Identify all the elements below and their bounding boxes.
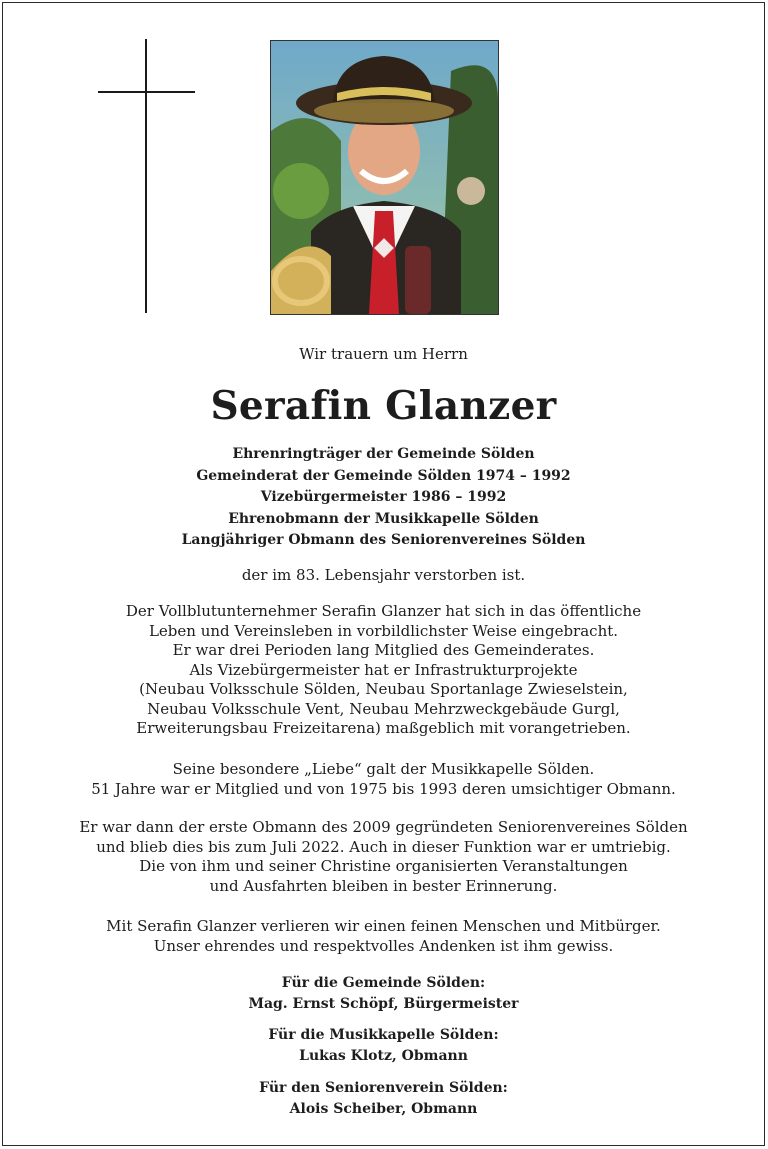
signature-block — [3, 1025, 764, 1066]
text-line: Die von ihm und seiner Christine organisierten Veranstaltungen — [139, 857, 628, 875]
title-line: Ehrenobmann der Musikkapelle Sölden — [228, 510, 539, 527]
signature-org: Für die Gemeinde Sölden: — [281, 975, 486, 991]
text-line: Er war drei Perioden lang Mitglied des Gemeinderates. — [172, 641, 595, 659]
portrait-photo — [270, 40, 499, 315]
tribute-paragraph — [3, 602, 764, 739]
signature-block — [3, 973, 764, 1014]
text-line: und Ausfahrten bleiben in bester Erinnerung. — [209, 876, 558, 895]
signature-person: Lukas Klotz, Obmann — [299, 1047, 468, 1064]
cross-vertical-bar — [145, 39, 147, 313]
text-line: Unser ehrendes und respektvolles Andenken ist ihm gewiss. — [153, 936, 614, 955]
signature-person: Alois Scheiber, Obmann — [289, 1100, 478, 1117]
portrait-illustration — [271, 41, 498, 314]
title-line: Vizebürgermeister 1986 – 1992 — [260, 489, 507, 505]
text-line: (Neubau Volksschule Sölden, Neubau Sportanlage Zwieselstein, — [139, 680, 628, 698]
deceased-name: Serafin Glanzer — [210, 383, 557, 429]
text-line: 51 Jahre war er Mitglied und von 1975 bis 1993 deren umsichtiger Obmann. — [91, 779, 676, 798]
text-line: Seine besondere „Liebe“ galt der Musikkapelle Sölden. — [172, 760, 595, 778]
text-line: Als Vizebürgermeister hat er Infrastrukturprojekte — [189, 660, 578, 679]
cross-horizontal-bar — [98, 91, 195, 93]
text-line: Mit Serafin Glanzer verlieren wir einen feinen Menschen und Mitbürger. — [106, 917, 661, 935]
signature-person: Mag. Ernst Schöpf, Bürgermeister — [248, 995, 519, 1012]
text-line: und blieb dies bis zum Juli 2022. Auch in dieser Funktion war er umtriebig. — [96, 837, 671, 856]
text-line: Er war dann der erste Obmann des 2009 gegründeten Seniorenvereines Sölden — [79, 818, 688, 836]
tribute-paragraph — [3, 818, 764, 896]
tribute-paragraph — [3, 760, 764, 799]
text-line: Neubau Volksschule Vent, Neubau Mehrzweckgebäude Gurgl, — [147, 699, 620, 718]
honorary-titles — [3, 444, 764, 552]
title-line: Langjähriger Obmann des Seniorenvereines Sölden — [181, 532, 586, 548]
text-line: Erweiterungsbau Freizeitarena) maßgeblich mit vorangetrieben. — [136, 719, 631, 737]
signature-block — [3, 1078, 764, 1119]
text-line: Leben und Vereinsleben in vorbildlichster Weise eingebracht. — [148, 621, 619, 640]
tribute-paragraph — [3, 917, 764, 956]
signature-org: Für die Musikkapelle Sölden: — [268, 1027, 499, 1043]
title-line: Ehrenringträger der Gemeinde Sölden — [232, 446, 535, 462]
obituary-card — [2, 2, 765, 1146]
age-line: der im 83. Lebensjahr verstorben ist. — [241, 566, 526, 584]
text-line: Der Vollblutunternehmer Serafin Glanzer hat sich in das öffentliche — [125, 602, 642, 620]
title-line: Gemeinderat der Gemeinde Sölden 1974 – 1992 — [196, 467, 571, 484]
intro-line: Wir trauern um Herrn — [299, 345, 468, 363]
signature-org: Für den Seniorenverein Sölden: — [259, 1080, 508, 1096]
